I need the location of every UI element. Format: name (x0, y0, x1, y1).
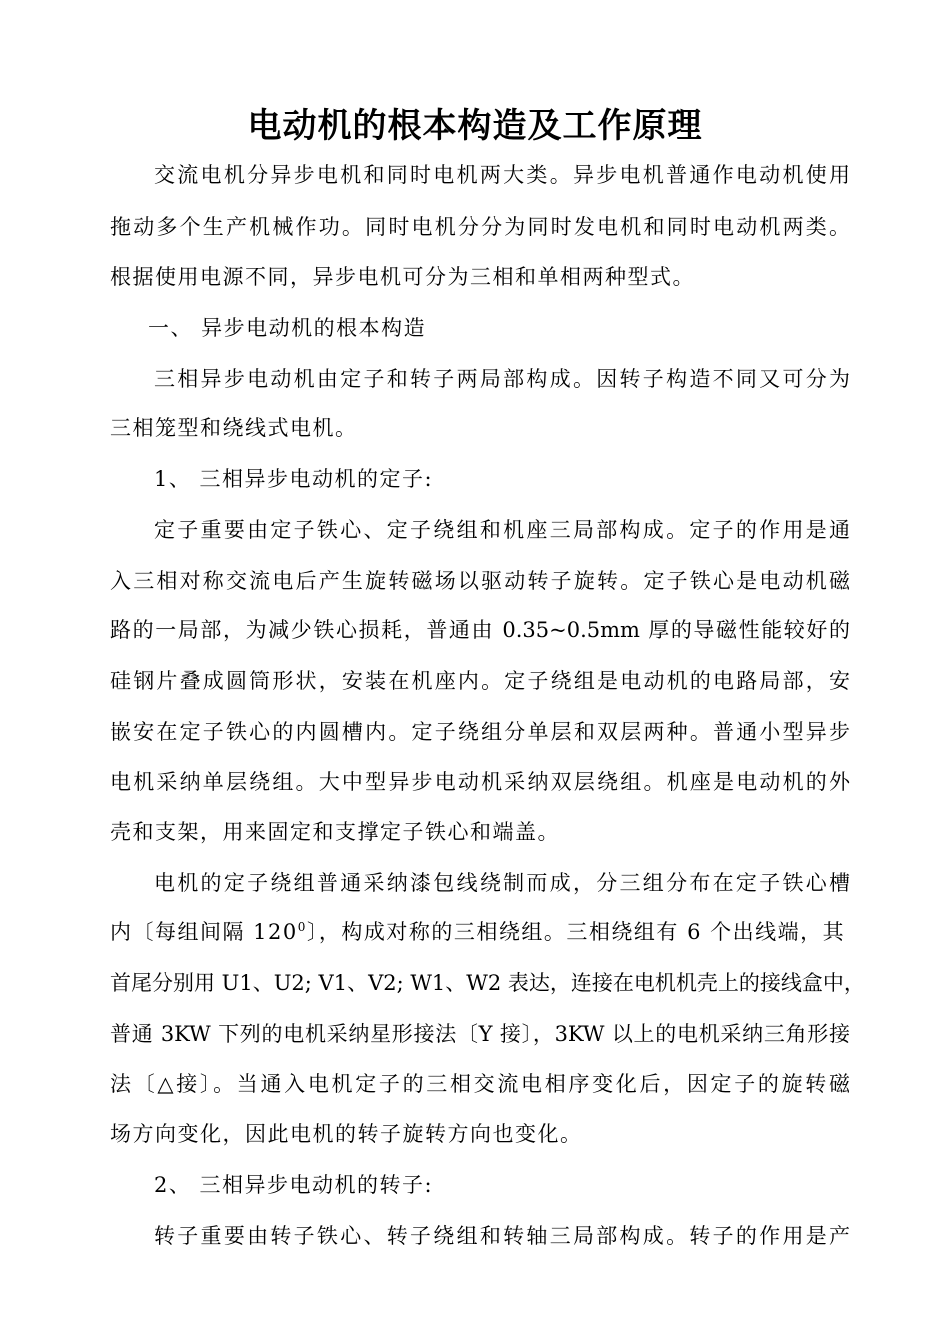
paragraph-line: 壳和支架，用来固定和支撑定子铁心和端盖。 (110, 820, 560, 844)
paragraph-line: 转子重要由转子铁心、转子绕组和转轴三局部构成。转子的作用是产 (154, 1224, 850, 1248)
line-segment: 〕，构成对称的三相绕组。三相绕组有 6 个出线端，其 (306, 920, 846, 944)
paragraph-line: 场方向变化，因此电机的转子旋转方向也变化。 (110, 1122, 583, 1146)
paragraph-line: 入三相对称交流电后产生旋转磁场以驱动转子旋转。定子铁心是电动机磁 (110, 569, 850, 593)
document-title: 电动机的根本构造及工作原理 (247, 106, 703, 146)
paragraph-line: 路的一局部，为减少铁心损耗，普通由 0.35~0.5mm 厚的导磁性能较好的 (110, 618, 850, 642)
section-heading: 一、 异步电动机的根本构造 (148, 316, 427, 340)
subsection-heading: 2、 三相异步电动机的转子: (154, 1173, 434, 1197)
paragraph-line: 首尾分别用 U1、U2; V1、V2; W1、W2 表达，连接在电机机壳上的接线盒中， (110, 971, 865, 995)
paragraph-line: 电机的定子绕组普通采纳漆包线绕制而成，分三组分布在定子铁心槽 (154, 871, 850, 895)
paragraph-line: 硅钢片叠成圆筒形状，安装在机座内。定子绕组是电动机的电路局部，安 (110, 669, 850, 693)
subsection-heading: 1、 三相异步电动机的定子: (154, 467, 434, 491)
paragraph-line: 定子重要由定子铁心、定子绕组和机座三局部构成。定子的作用是通 (154, 518, 850, 542)
paragraph-line: 根据使用电源不同，异步电机可分为三相和单相两种型式。 (110, 265, 695, 289)
paragraph-line: 普通 3KW 下列的电机采纳星形接法〔Y 接〕，3KW 以上的电机采纳三角形接 (110, 1022, 850, 1046)
paragraph-line: 嵌安在定子铁心的内圆槽内。定子绕组分单层和双层两种。普通小型异步 (110, 720, 850, 744)
paragraph-line-with-superscript (110, 917, 850, 947)
paragraph-line: 三相异步电动机由定子和转子两局部构成。因转子构造不同又可分为 (154, 367, 850, 391)
paragraph-line: 法〔△接〕。当通入电机定子的三相交流电相序变化后，因定子的旋转磁 (110, 1072, 850, 1096)
paragraph-line: 三相笼型和绕线式电机。 (110, 416, 358, 440)
paragraph-line: 电机采纳单层绕组。大中型异步电动机采纳双层绕组。机座是电动机的外 (110, 770, 850, 794)
paragraph-line: 交流电机分异步电机和同时电机两大类。异步电机普通作电动机使用 (154, 163, 850, 187)
degree-superscript: 0 (297, 920, 307, 934)
line-segment: 内〔每组间隔 120 (110, 920, 298, 944)
paragraph-line: 拖动多个生产机械作功。同时电机分分为同时发电机和同时电动机两类。 (110, 215, 850, 239)
